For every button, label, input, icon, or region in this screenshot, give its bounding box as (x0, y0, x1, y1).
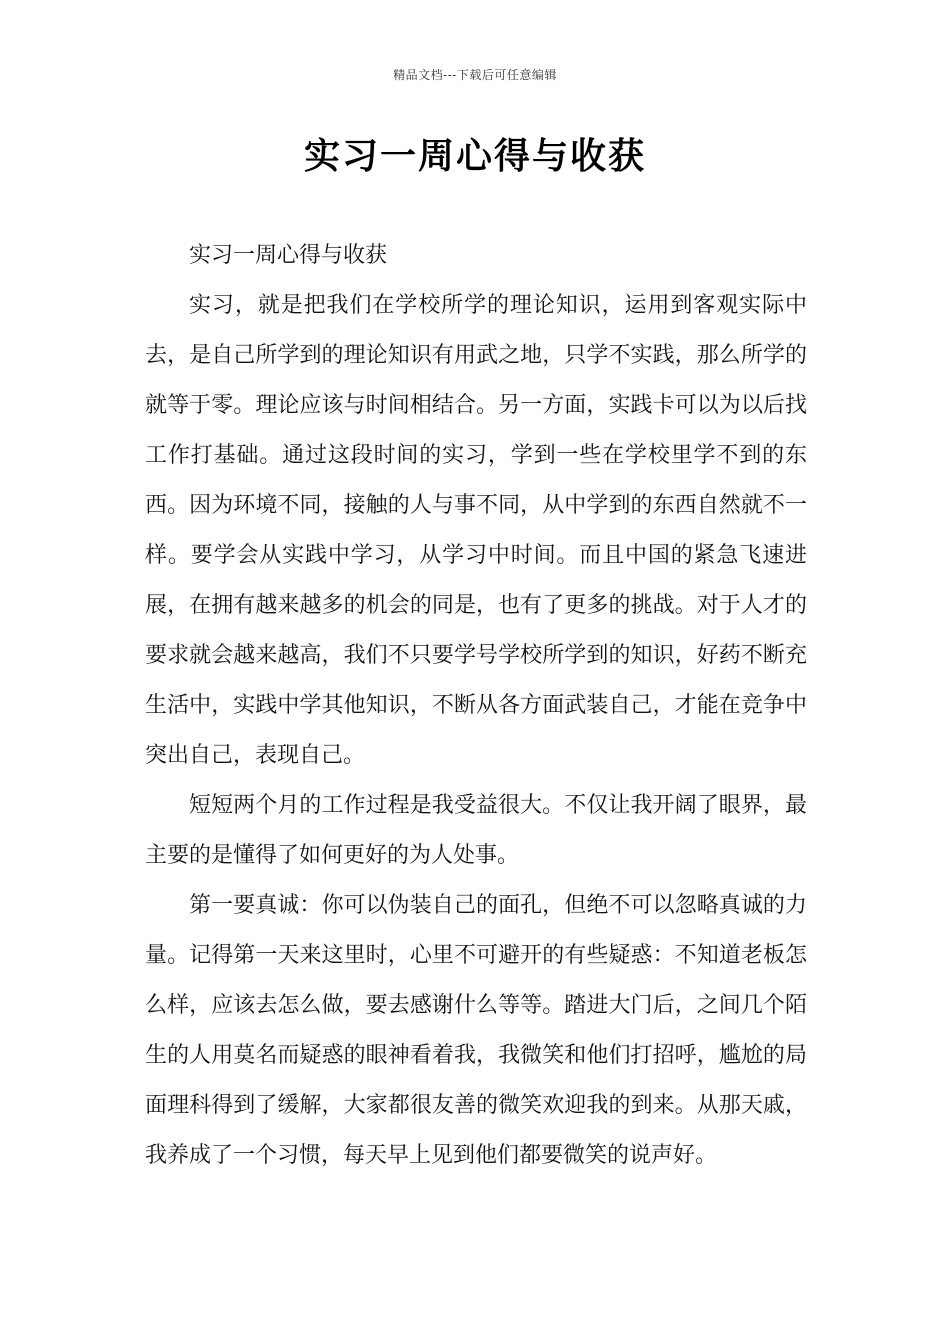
paragraph-two-months: 短短两个月的工作过程是我受益很大。不仅让我开阔了眼界，最主要的是懂得了如何更好的为人处事。 (145, 793, 807, 868)
paragraph-subtitle: 实习一周心得与收获 (189, 243, 388, 268)
document-body (145, 231, 807, 1181)
page-header-note: 精品文档---下载后可任意编辑 (393, 68, 557, 82)
paragraph-internship-meaning: 实习，就是把我们在学校所学的理论知识，运用到客观实际中去，是自己所学到的理论知识有用武之地，只学不实践，那么所学的就等于零。理论应该与时间相结合。另一方面，实践卡可以为以后找工作打基础。通过这段时间的实习，学到一些在学校里学不到的东西。因为环境不同，接触的人与事不同，从中学到的东西自然就不一样。要学会从实践中学习，从学习中时间。而且中国的紧急飞速进展，在拥有越来越多的机会的同是，也有了更多的挑战。对于人才的要求就会越来越高，我们不只要学号学校所学到的知识，好药不断充生活中，实践中学其他知识，不断从各方面武装自己，才能在竞争中突出自己，表现自己。 (145, 293, 807, 768)
paragraph-sincerity: 第一要真诚：你可以伪装自己的面孔，但绝不可以忽略真诚的力量。记得第一天来这里时，心里不可避开的有些疑惑：不知道老板怎么样，应该去怎么做，要去感谢什么等等。踏进大门后，之间几个陌生的人用莫名而疑惑的眼神看着我，我微笑和他们打招呼，尴尬的局面理科得到了缓解，大家都很友善的微笑欢迎我的到来。从那天戚，我养成了一个习惯，每天早上见到他们都要微笑的说声好。 (145, 893, 807, 1168)
document-title: 实习一周心得与收获 (303, 136, 646, 177)
